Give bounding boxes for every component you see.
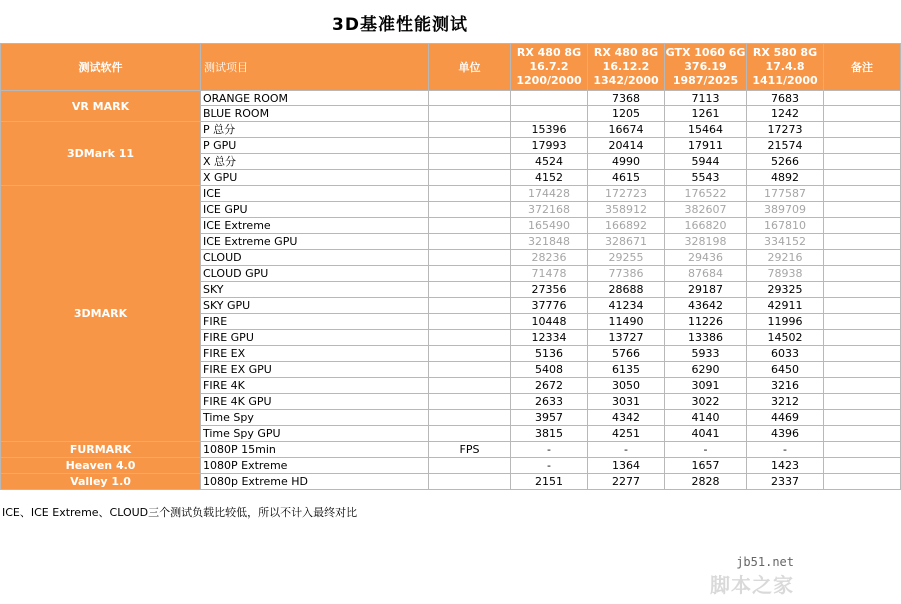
- value-cell: 1423: [747, 458, 824, 474]
- header-software: 测试软件: [1, 44, 201, 91]
- value-cell: -: [665, 442, 747, 458]
- unit-cell: [429, 122, 511, 138]
- card-4-clock: 1411/2000: [752, 74, 818, 87]
- note-cell: [824, 314, 901, 330]
- value-cell: -: [511, 442, 588, 458]
- value-cell: 167810: [747, 218, 824, 234]
- note-cell: [824, 202, 901, 218]
- value-cell: 3050: [588, 378, 665, 394]
- value-cell: 4041: [665, 426, 747, 442]
- unit-cell: [429, 474, 511, 490]
- benchmark-table: [0, 43, 901, 490]
- value-cell: 4892: [747, 170, 824, 186]
- unit-cell: [429, 250, 511, 266]
- value-cell: 17911: [665, 138, 747, 154]
- value-cell: 2828: [665, 474, 747, 490]
- category-cell: Heaven 4.0: [1, 458, 201, 474]
- value-cell: 2277: [588, 474, 665, 490]
- value-cell: 382607: [665, 202, 747, 218]
- value-cell: 4152: [511, 170, 588, 186]
- value-cell: 10448: [511, 314, 588, 330]
- card-3-driver: 376.19: [684, 60, 727, 73]
- page-title: 3D基准性能测试: [332, 15, 468, 35]
- value-cell: 1364: [588, 458, 665, 474]
- item-cell: FIRE 4K GPU: [201, 394, 429, 410]
- item-cell: 1080P Extreme: [201, 458, 429, 474]
- note-cell: [824, 218, 901, 234]
- note-cell: [824, 138, 901, 154]
- value-cell: 29436: [665, 250, 747, 266]
- note-cell: [824, 122, 901, 138]
- value-cell: 87684: [665, 266, 747, 282]
- value-cell: 5944: [665, 154, 747, 170]
- value-cell: 1205: [588, 106, 665, 122]
- value-cell: 5543: [665, 170, 747, 186]
- note-cell: [824, 266, 901, 282]
- category-cell: FURMARK: [1, 442, 201, 458]
- value-cell: 2151: [511, 474, 588, 490]
- item-cell: SKY: [201, 282, 429, 298]
- header-card-2: [588, 44, 665, 91]
- unit-cell: [429, 234, 511, 250]
- value-cell: 3091: [665, 378, 747, 394]
- value-cell: 5136: [511, 346, 588, 362]
- unit-cell: [429, 298, 511, 314]
- card-4-model: RX 580 8G: [752, 46, 818, 59]
- value-cell: 4469: [747, 410, 824, 426]
- header-unit: 单位: [429, 44, 511, 91]
- value-cell: 5266: [747, 154, 824, 170]
- note-cell: [824, 474, 901, 490]
- value-cell: 29187: [665, 282, 747, 298]
- table-row: [1, 91, 901, 106]
- unit-cell: FPS: [429, 442, 511, 458]
- value-cell: 20414: [588, 138, 665, 154]
- value-cell: 16674: [588, 122, 665, 138]
- unit-cell: [429, 426, 511, 442]
- value-cell: 6290: [665, 362, 747, 378]
- item-cell: FIRE EX: [201, 346, 429, 362]
- value-cell: [511, 91, 588, 106]
- card-2-clock: 1342/2000: [593, 74, 659, 87]
- category-cell: Valley 1.0: [1, 474, 201, 490]
- item-cell: P 总分: [201, 122, 429, 138]
- value-cell: 21574: [747, 138, 824, 154]
- item-cell: ORANGE ROOM: [201, 91, 429, 106]
- value-cell: 1657: [665, 458, 747, 474]
- note-cell: [824, 330, 901, 346]
- watermark-logo: [710, 555, 794, 598]
- value-cell: 78938: [747, 266, 824, 282]
- table-row: [1, 186, 901, 202]
- value-cell: 28688: [588, 282, 665, 298]
- table-row: [1, 442, 901, 458]
- item-cell: Time Spy: [201, 410, 429, 426]
- value-cell: 372168: [511, 202, 588, 218]
- value-cell: 4140: [665, 410, 747, 426]
- value-cell: 11490: [588, 314, 665, 330]
- category-cell: 3DMark 11: [1, 122, 201, 186]
- note-cell: [824, 234, 901, 250]
- unit-cell: [429, 170, 511, 186]
- value-cell: 3022: [665, 394, 747, 410]
- value-cell: 77386: [588, 266, 665, 282]
- item-cell: ICE Extreme GPU: [201, 234, 429, 250]
- unit-cell: [429, 410, 511, 426]
- value-cell: 1242: [747, 106, 824, 122]
- header-card-1: [511, 44, 588, 91]
- unit-cell: [429, 106, 511, 122]
- value-cell: 3031: [588, 394, 665, 410]
- value-cell: 4524: [511, 154, 588, 170]
- card-1-model: RX 480 8G: [516, 46, 582, 59]
- value-cell: 27356: [511, 282, 588, 298]
- header-note: 备注: [824, 44, 901, 91]
- unit-cell: [429, 186, 511, 202]
- card-2-driver: 16.12.2: [602, 60, 650, 73]
- note-cell: [824, 394, 901, 410]
- value-cell: 358912: [588, 202, 665, 218]
- value-cell: 7113: [665, 91, 747, 106]
- unit-cell: [429, 218, 511, 234]
- note-cell: [824, 426, 901, 442]
- value-cell: 4251: [588, 426, 665, 442]
- card-3-clock: 1987/2025: [672, 74, 739, 87]
- table-row: [1, 122, 901, 138]
- card-1-driver: 16.7.2: [529, 60, 569, 73]
- value-cell: 28236: [511, 250, 588, 266]
- value-cell: 166820: [665, 218, 747, 234]
- item-cell: P GPU: [201, 138, 429, 154]
- watermark-site-name: 脚本之家: [710, 573, 794, 597]
- unit-cell: [429, 154, 511, 170]
- value-cell: 2633: [511, 394, 588, 410]
- value-cell: 13386: [665, 330, 747, 346]
- note-cell: [824, 282, 901, 298]
- value-cell: 328198: [665, 234, 747, 250]
- item-cell: SKY GPU: [201, 298, 429, 314]
- value-cell: -: [511, 458, 588, 474]
- value-cell: 4342: [588, 410, 665, 426]
- value-cell: 37776: [511, 298, 588, 314]
- value-cell: 29255: [588, 250, 665, 266]
- value-cell: 3815: [511, 426, 588, 442]
- value-cell: 172723: [588, 186, 665, 202]
- note-cell: [824, 410, 901, 426]
- value-cell: 11996: [747, 314, 824, 330]
- card-3-model: GTX 1060 6G: [665, 46, 746, 59]
- item-cell: 1080P 15min: [201, 442, 429, 458]
- value-cell: -: [747, 442, 824, 458]
- value-cell: 334152: [747, 234, 824, 250]
- header-card-4: [747, 44, 824, 91]
- header-card-3: [665, 44, 747, 91]
- item-cell: Time Spy GPU: [201, 426, 429, 442]
- note-cell: [824, 378, 901, 394]
- value-cell: 5933: [665, 346, 747, 362]
- unit-cell: [429, 362, 511, 378]
- value-cell: 15396: [511, 122, 588, 138]
- item-cell: CLOUD GPU: [201, 266, 429, 282]
- item-cell: 1080p Extreme HD: [201, 474, 429, 490]
- note-cell: [824, 362, 901, 378]
- item-cell: BLUE ROOM: [201, 106, 429, 122]
- item-cell: ICE Extreme: [201, 218, 429, 234]
- card-4-driver: 17.4.8: [765, 60, 805, 73]
- unit-cell: [429, 458, 511, 474]
- value-cell: 6033: [747, 346, 824, 362]
- value-cell: 4615: [588, 170, 665, 186]
- footnote: ICE、ICE Extreme、CLOUD三个测试负载比较低，所以不计入最终对比: [2, 506, 358, 519]
- value-cell: 166892: [588, 218, 665, 234]
- value-cell: 5766: [588, 346, 665, 362]
- unit-cell: [429, 378, 511, 394]
- unit-cell: [429, 202, 511, 218]
- note-cell: [824, 442, 901, 458]
- card-1-clock: 1200/2000: [516, 74, 582, 87]
- value-cell: 174428: [511, 186, 588, 202]
- value-cell: 17273: [747, 122, 824, 138]
- value-cell: 5408: [511, 362, 588, 378]
- value-cell: 389709: [747, 202, 824, 218]
- header-item: 测试项目: [201, 44, 429, 91]
- item-cell: CLOUD: [201, 250, 429, 266]
- note-cell: [824, 91, 901, 106]
- value-cell: 6450: [747, 362, 824, 378]
- note-cell: [824, 346, 901, 362]
- note-cell: [824, 106, 901, 122]
- value-cell: 321848: [511, 234, 588, 250]
- value-cell: 3212: [747, 394, 824, 410]
- item-cell: ICE: [201, 186, 429, 202]
- value-cell: 29216: [747, 250, 824, 266]
- value-cell: 13727: [588, 330, 665, 346]
- item-cell: X 总分: [201, 154, 429, 170]
- value-cell: 11226: [665, 314, 747, 330]
- unit-cell: [429, 346, 511, 362]
- unit-cell: [429, 394, 511, 410]
- item-cell: FIRE 4K: [201, 378, 429, 394]
- item-cell: X GPU: [201, 170, 429, 186]
- value-cell: 7683: [747, 91, 824, 106]
- value-cell: 6135: [588, 362, 665, 378]
- item-cell: FIRE EX GPU: [201, 362, 429, 378]
- note-cell: [824, 298, 901, 314]
- category-cell: 3DMARK: [1, 186, 201, 442]
- value-cell: 328671: [588, 234, 665, 250]
- unit-cell: [429, 91, 511, 106]
- value-cell: 3216: [747, 378, 824, 394]
- value-cell: 42911: [747, 298, 824, 314]
- unit-cell: [429, 330, 511, 346]
- unit-cell: [429, 266, 511, 282]
- card-2-model: RX 480 8G: [593, 46, 659, 59]
- category-cell: VR MARK: [1, 91, 201, 122]
- value-cell: 1261: [665, 106, 747, 122]
- value-cell: 4990: [588, 154, 665, 170]
- note-cell: [824, 458, 901, 474]
- value-cell: [511, 106, 588, 122]
- table-row: [1, 458, 901, 474]
- note-cell: [824, 250, 901, 266]
- value-cell: 17993: [511, 138, 588, 154]
- note-cell: [824, 170, 901, 186]
- value-cell: 43642: [665, 298, 747, 314]
- unit-cell: [429, 314, 511, 330]
- item-cell: ICE GPU: [201, 202, 429, 218]
- value-cell: 177587: [747, 186, 824, 202]
- item-cell: FIRE: [201, 314, 429, 330]
- item-cell: FIRE GPU: [201, 330, 429, 346]
- note-cell: [824, 154, 901, 170]
- value-cell: 176522: [665, 186, 747, 202]
- value-cell: -: [588, 442, 665, 458]
- value-cell: 3957: [511, 410, 588, 426]
- watermark-url: jb51.net: [736, 555, 794, 569]
- value-cell: 4396: [747, 426, 824, 442]
- note-cell: [824, 186, 901, 202]
- unit-cell: [429, 282, 511, 298]
- value-cell: 12334: [511, 330, 588, 346]
- value-cell: 14502: [747, 330, 824, 346]
- unit-cell: [429, 138, 511, 154]
- value-cell: 71478: [511, 266, 588, 282]
- value-cell: 165490: [511, 218, 588, 234]
- value-cell: 7368: [588, 91, 665, 106]
- table-row: [1, 474, 901, 490]
- value-cell: 2672: [511, 378, 588, 394]
- value-cell: 29325: [747, 282, 824, 298]
- value-cell: 15464: [665, 122, 747, 138]
- value-cell: 2337: [747, 474, 824, 490]
- header-row: [1, 44, 901, 91]
- value-cell: 41234: [588, 298, 665, 314]
